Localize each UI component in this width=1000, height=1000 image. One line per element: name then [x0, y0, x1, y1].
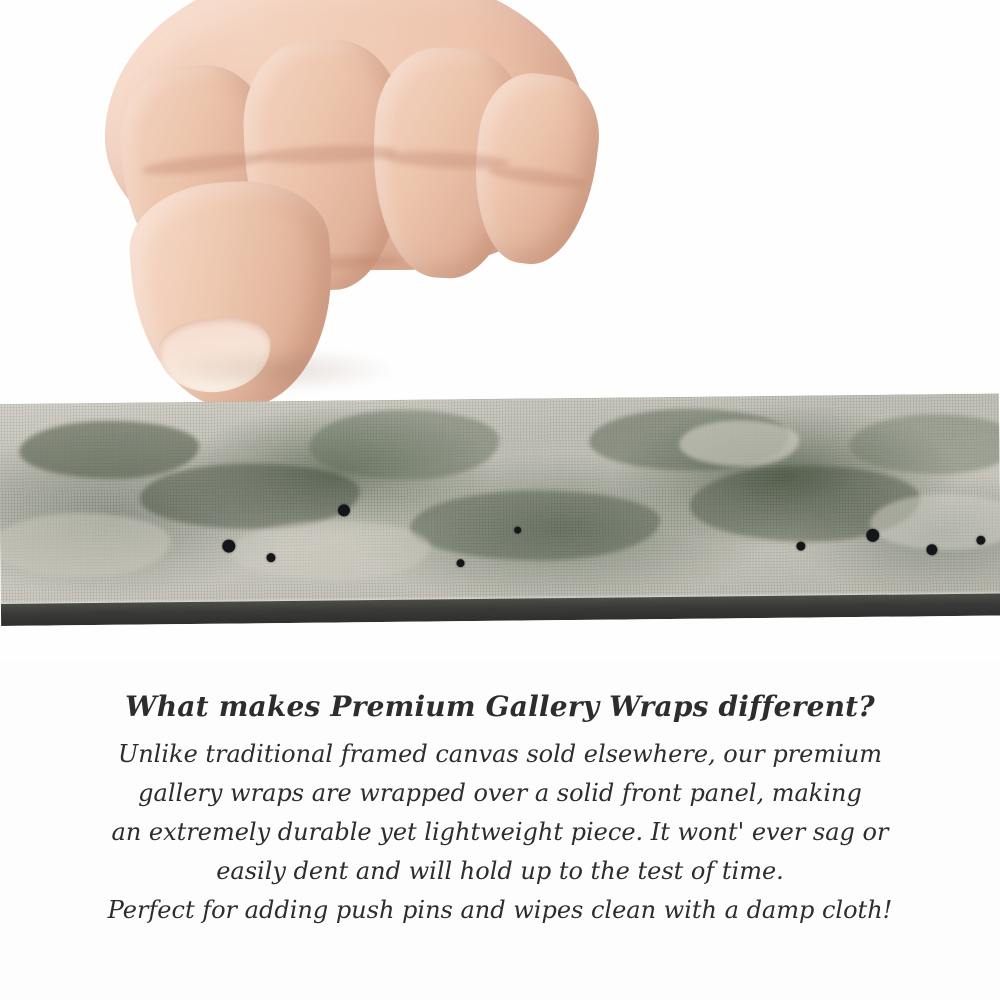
canvas-dark-speck	[926, 544, 937, 555]
caption-line: an extremely durable yet lightweight piece. It wont' ever sag or	[111, 818, 889, 846]
hand-shadow	[165, 348, 395, 392]
canvas-dark-speck	[222, 540, 235, 553]
caption-title: What makes Premium Gallery Wraps different?	[125, 690, 875, 723]
caption-line: gallery wraps are wrapped over a solid front panel, making	[138, 779, 862, 807]
canvas-dark-speck	[866, 529, 879, 542]
canvas-texture-blotch	[849, 413, 1000, 475]
canvas-dark-speck	[796, 542, 805, 551]
canvas-dark-speck	[456, 559, 464, 567]
canvas-texture-blotch	[410, 489, 661, 562]
hand-illustration	[105, 0, 585, 420]
caption-body	[0, 735, 1000, 930]
caption-line: Perfect for adding push pins and wipes clean with a damp cloth!	[107, 896, 893, 924]
caption-line: easily dent and will hold up to the test of time.	[216, 857, 784, 885]
canvas-dark-speck	[976, 536, 985, 545]
caption-line: Unlike traditional framed canvas sold elsewhere, our premium	[117, 740, 882, 768]
canvas-texture-blotch	[19, 420, 200, 480]
canvas-printed-surface	[0, 394, 1000, 607]
canvas-texture-highlight	[230, 519, 431, 581]
canvas-edge-strip	[0, 394, 1000, 626]
canvas-texture-blotch	[309, 409, 500, 481]
canvas-dark-speck	[338, 504, 350, 516]
canvas-texture-highlight	[0, 512, 171, 578]
canvas-dark-speck	[514, 527, 521, 534]
canvas-dark-speck	[266, 553, 275, 562]
caption-block	[0, 690, 1000, 930]
canvas-texture-highlight	[679, 420, 799, 467]
